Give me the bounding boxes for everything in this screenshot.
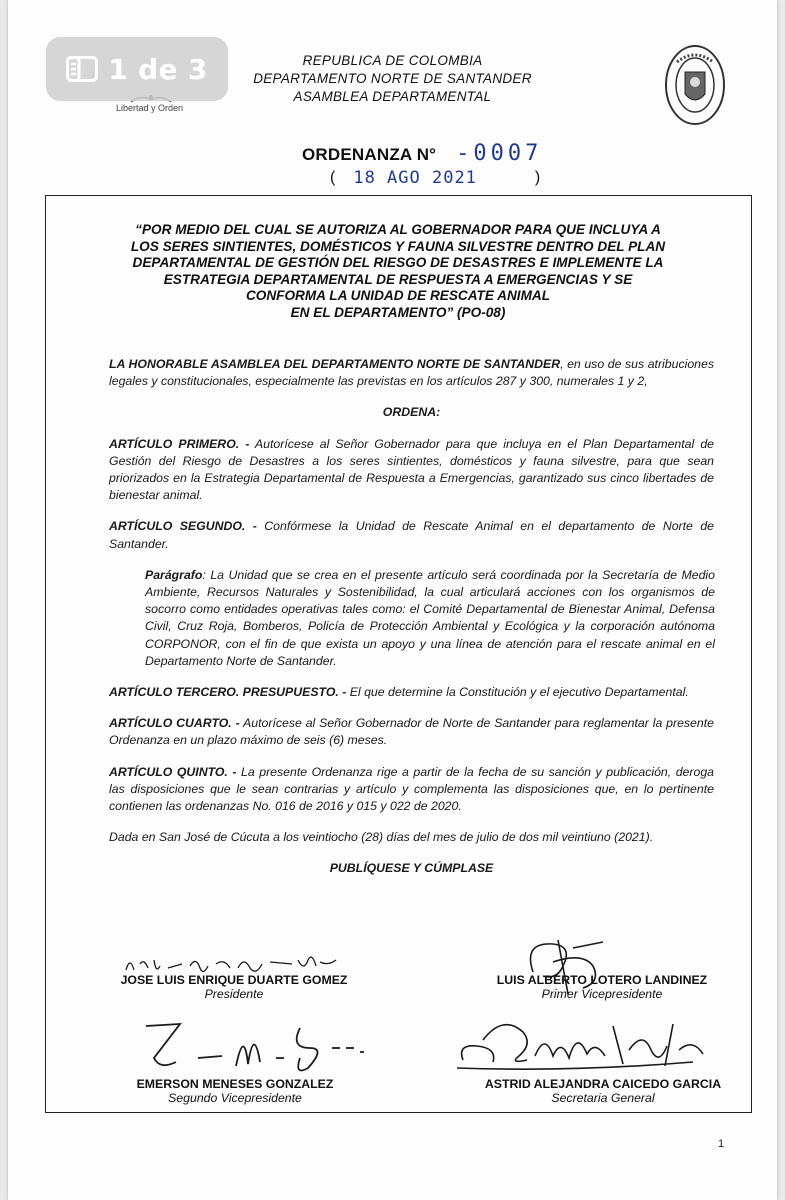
article-heading: ARTÍCULO QUINTO. - [109, 764, 237, 779]
signature-block-president [104, 973, 364, 1001]
signer-name: ASTRID ALEJANDRA CAICEDO GARCIA [484, 1077, 722, 1091]
title-line: EN EL DEPARTAMENTO” (PO-08) [290, 304, 506, 320]
title-line: CONFORMA LA UNIDAD DE RESCATE ANIMAL [245, 288, 551, 304]
article-tercero [109, 684, 714, 701]
signer-role: Presidente [204, 987, 264, 1001]
article-heading: ARTÍCULO SEGUNDO. - [109, 519, 257, 534]
ordinance-body [109, 356, 714, 878]
dada-statement: Dada en San José de Cúcuta a los veintiocho (28) días del mes de julio de dos mil veintiuno (2021). [109, 830, 654, 845]
ordinance-number: -0007 [456, 141, 543, 166]
header-department: DEPARTAMENTO NORTE DE SANTANDER [253, 71, 532, 86]
page-number: 1 [718, 1138, 725, 1150]
header-country: REPUBLICA DE COLOMBIA [302, 53, 483, 68]
preamble-text: , en uso de sus atribuciones legales y constitucionales, especialmente las previstas en los artículos 287 y 300, numerales 1 y 2, [109, 357, 714, 389]
article-text: El que determine la Constitución y el ejecutivo Departamental. [346, 685, 689, 700]
article-text: Confórmese la Unidad de Rescate Animal en el departamento de Norte de Santander. [109, 519, 714, 551]
ordinance-date-line [330, 168, 540, 188]
signer-name: EMERSON MENESES GONZALEZ [136, 1077, 334, 1091]
book-icon [66, 56, 98, 82]
paragrafo-heading: Parágrafo [145, 567, 203, 582]
signature-block-secretary [458, 1077, 748, 1105]
article-heading: ARTÍCULO CUARTO. - [109, 716, 240, 731]
article-primero [109, 436, 714, 505]
title-line: LOS SERES SINTIENTES, DOMÉSTICOS Y FAUNA SILVESTRE DENTRO DEL PLAN [130, 238, 666, 254]
preamble-bold: LA HONORABLE ASAMBLEA DEL DEPARTAMENTO NORTE DE SANTANDER [109, 357, 561, 371]
article-heading: ARTÍCULO TERCERO. PRESUPUESTO. - [109, 685, 347, 700]
signer-name: JOSE LUIS ENRIQUE DUARTE GOMEZ [120, 973, 348, 987]
preamble [109, 356, 714, 390]
header-assembly: ASAMBLEA DEPARTAMENTAL [293, 89, 492, 104]
signer-role: Secretaria General [551, 1091, 655, 1105]
ordinance-label: ORDENANZA N° [302, 145, 437, 164]
paragrafo [145, 567, 715, 670]
motto-text: Libertad y Orden [116, 103, 184, 113]
ordena-heading: ORDENA: [382, 405, 441, 420]
signature-caicedo [453, 1010, 713, 1078]
title-line: DEPARTAMENTAL DE GESTIÓN DEL RIESGO DE DESASTRES E IMPLEMENTE LA [132, 255, 664, 271]
signer-role: Segundo Vicepresidente [168, 1091, 302, 1105]
ordinance-number-line [302, 141, 542, 166]
article-text: Autorícese al Señor Gobernador para que incluya en el Plan Departamental de Gestión del Riesgo de Desastres a los seres sintientes, domésticos y fauna silvestre, para que sean priorizados en la Estrategia Departamental de Respuesta a Emergencias, garantizado sus cinco libertades de bienestar animal. [109, 436, 714, 503]
article-heading: ARTÍCULO PRIMERO. - [109, 436, 250, 451]
date-open-paren: ( [330, 169, 336, 186]
title-line: ESTRATEGIA DEPARTAMENTAL DE RESPUESTA A EMERGENCIAS Y SE [163, 271, 633, 287]
signer-role: Primer Vicepresidente [541, 987, 663, 1001]
document-page [8, 0, 777, 1200]
signature-meneses [140, 1018, 370, 1078]
signature-block-second-vp [120, 1077, 350, 1105]
paragrafo-text: : La Unidad que se crea en el presente artículo será coordinada por la Secretaría de Medio Ambiente, Recursos Naturales y Sostenibilidad, la cual articulará acciones con los organismos de socorro como entidades operativas tales como: el Comité Departamental de Bienestar Animal, Defensa Civil, Cruz Roja, Bomberos, Policía de Protección Ambiental y Ecológica y la corporación autónoma CORPONOR, con el fin de que exista un apoyo y una línea de atención para el rescate animal en el Departamento Norte de Santander. [145, 567, 715, 668]
article-text: Autorícese al Señor Gobernador de Norte de Santander para reglamentar la presente Ordenanza en un plazo máximo de seis (6) meses. [109, 716, 714, 748]
article-quinto [109, 764, 714, 816]
page-indicator-label: 1 de 3 [108, 52, 208, 86]
assembly-seal-icon [663, 42, 727, 128]
date-close-paren: ) [534, 169, 541, 186]
publiquese-heading: PUBLÍQUESE Y CÚMPLASE [329, 861, 494, 876]
signature-block-first-vp [474, 973, 730, 1001]
signer-name: LUIS ALBERTO LOTERO LANDINEZ [496, 973, 708, 987]
title-line: “POR MEDIO DEL CUAL SE AUTORIZA AL GOBERNADOR PARA QUE INCLUYA A [135, 222, 661, 237]
ordinance-date: 18 AGO 2021 [353, 168, 477, 188]
article-cuarto [109, 715, 714, 749]
ordinance-title [103, 222, 693, 322]
article-text: La presente Ordenanza rige a partir de la fecha de su sanción y publicación, deroga las disposiciones que le sean contrarias y artículo y complementa las disposiciones que, en lo pertinente contienen las ordenanzas No. 016 de 2016 y 015 y 022 de 2020. [109, 764, 714, 814]
page-indicator[interactable] [46, 37, 228, 101]
article-segundo [109, 518, 714, 552]
